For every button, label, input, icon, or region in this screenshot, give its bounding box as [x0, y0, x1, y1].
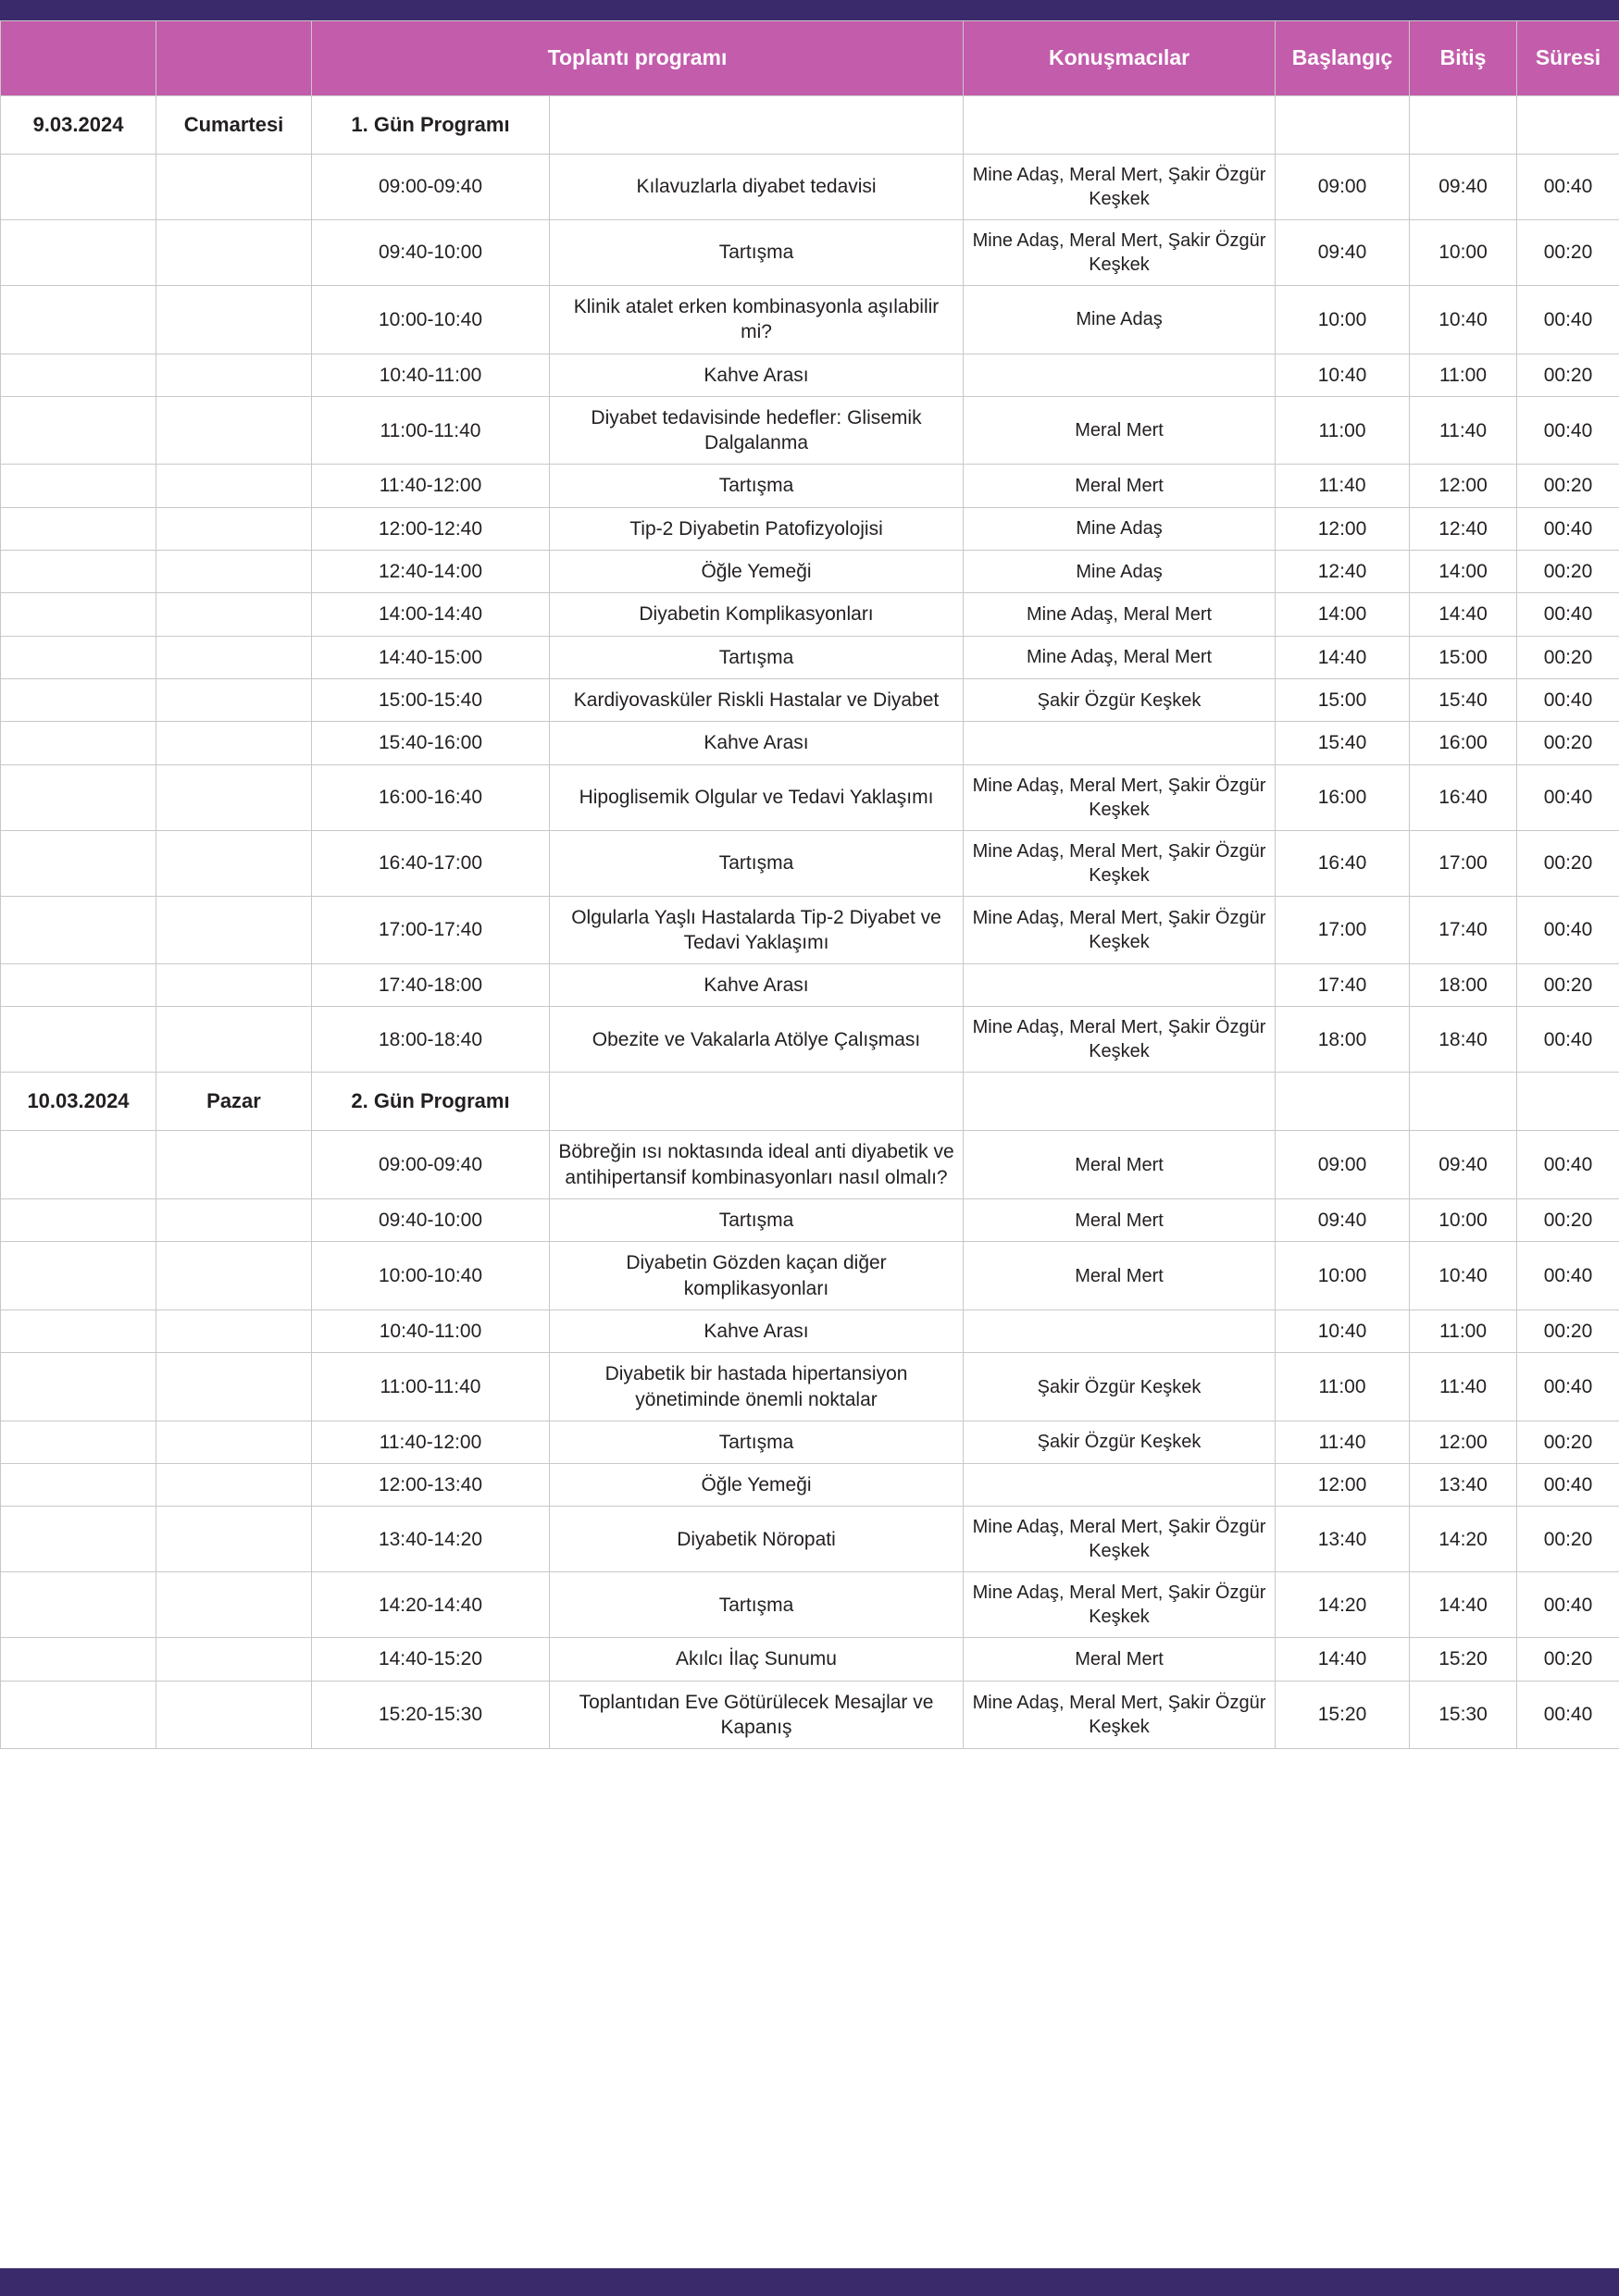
table-row [1, 155, 1619, 220]
cell-start: 10:40 [1276, 1309, 1410, 1352]
cell-time: 15:40-16:00 [312, 722, 550, 764]
table-row [1, 896, 1619, 964]
cell-end: 15:30 [1410, 1681, 1517, 1749]
cell-end: 12:00 [1410, 1421, 1517, 1463]
cell-topic: Tartışma [550, 1421, 964, 1463]
cell-end: 11:00 [1410, 1309, 1517, 1352]
cell-end: 17:40 [1410, 896, 1517, 964]
cell-time: 09:00-09:40 [312, 155, 550, 220]
cell-day [156, 1353, 312, 1421]
table-row [1, 764, 1619, 830]
cell-start: 10:00 [1276, 286, 1410, 354]
cell-speakers: Meral Mert [964, 1199, 1276, 1242]
cell-day: Pazar [156, 1073, 312, 1131]
cell-day [156, 465, 312, 507]
cell-day [156, 286, 312, 354]
cell-day [156, 722, 312, 764]
cell-start: 17:00 [1276, 896, 1410, 964]
cell-end: 12:40 [1410, 507, 1517, 550]
cell-duration: 00:40 [1517, 764, 1619, 830]
cell-date [1, 1572, 156, 1638]
table-row [1, 1681, 1619, 1749]
cell-speakers: Şakir Özgür Keşkek [964, 678, 1276, 721]
cell-topic: Diyabetik bir hastada hipertansiyon yönetiminde önemli noktalar [550, 1353, 964, 1421]
header-program: Toplantı programı [312, 21, 964, 96]
cell-duration: 00:20 [1517, 964, 1619, 1007]
cell-start: 11:40 [1276, 1421, 1410, 1463]
table-row [1, 354, 1619, 396]
cell-time: 2. Gün Programı [312, 1073, 550, 1131]
cell-end: 13:40 [1410, 1464, 1517, 1507]
cell-day [156, 1131, 312, 1199]
cell-duration: 00:40 [1517, 155, 1619, 220]
cell-time: 15:00-15:40 [312, 678, 550, 721]
cell-day [156, 964, 312, 1007]
cell-speakers: Meral Mert [964, 1131, 1276, 1199]
cell-day [156, 155, 312, 220]
cell-day [156, 1242, 312, 1310]
cell-day [156, 507, 312, 550]
cell-duration [1517, 1073, 1619, 1131]
table-row [1, 830, 1619, 896]
cell-start: 14:00 [1276, 593, 1410, 636]
cell-start: 16:40 [1276, 830, 1410, 896]
cell-speakers: Mine Adaş, Meral Mert, Şakir Özgür Keşkek [964, 830, 1276, 896]
table-row [1, 1638, 1619, 1681]
cell-date [1, 1421, 156, 1463]
cell-date [1, 764, 156, 830]
cell-speakers: Mine Adaş, Meral Mert, Şakir Özgür Keşkek [964, 896, 1276, 964]
cell-duration: 00:40 [1517, 1572, 1619, 1638]
cell-time: 1. Gün Programı [312, 96, 550, 155]
table-row [1, 1572, 1619, 1638]
top-decorative-bar [0, 0, 1619, 20]
cell-topic [550, 96, 964, 155]
cell-duration: 00:40 [1517, 1464, 1619, 1507]
cell-speakers: Mine Adaş, Meral Mert, Şakir Özgür Keşkek [964, 220, 1276, 286]
cell-speakers: Mine Adaş [964, 507, 1276, 550]
cell-duration: 00:40 [1517, 1131, 1619, 1199]
cell-start: 12:40 [1276, 551, 1410, 593]
cell-start: 15:40 [1276, 722, 1410, 764]
cell-start [1276, 96, 1410, 155]
cell-time: 12:00-13:40 [312, 1464, 550, 1507]
cell-time: 10:00-10:40 [312, 286, 550, 354]
cell-start: 17:40 [1276, 964, 1410, 1007]
cell-speakers: Mine Adaş [964, 286, 1276, 354]
cell-speakers: Meral Mert [964, 1638, 1276, 1681]
cell-end: 10:40 [1410, 1242, 1517, 1310]
cell-date [1, 465, 156, 507]
cell-topic: Kahve Arası [550, 722, 964, 764]
cell-date [1, 396, 156, 465]
table-row [1, 636, 1619, 678]
cell-duration: 00:20 [1517, 636, 1619, 678]
cell-date [1, 1638, 156, 1681]
cell-start: 18:00 [1276, 1007, 1410, 1073]
table-row [1, 507, 1619, 550]
cell-topic: Diyabetik Nöropati [550, 1507, 964, 1572]
cell-time: 17:40-18:00 [312, 964, 550, 1007]
cell-speakers: Mine Adaş, Meral Mert, Şakir Özgür Keşkek [964, 155, 1276, 220]
cell-end: 14:40 [1410, 593, 1517, 636]
cell-date [1, 1309, 156, 1352]
cell-day [156, 354, 312, 396]
table-row [1, 1421, 1619, 1463]
cell-speakers [964, 96, 1276, 155]
cell-day [156, 1464, 312, 1507]
cell-topic: Öğle Yemeği [550, 1464, 964, 1507]
cell-end: 15:20 [1410, 1638, 1517, 1681]
cell-end [1410, 1073, 1517, 1131]
cell-time: 10:40-11:00 [312, 1309, 550, 1352]
cell-topic [550, 1073, 964, 1131]
header-start: Başlangıç [1276, 21, 1410, 96]
cell-day [156, 1007, 312, 1073]
cell-topic: Kardiyovasküler Riskli Hastalar ve Diyabet [550, 678, 964, 721]
cell-end: 16:40 [1410, 764, 1517, 830]
cell-topic: Diyabetin Gözden kaçan diğer komplikasyonları [550, 1242, 964, 1310]
cell-day [156, 1572, 312, 1638]
cell-time: 11:00-11:40 [312, 396, 550, 465]
cell-duration: 00:20 [1517, 465, 1619, 507]
table-row [1, 1007, 1619, 1073]
cell-topic: Hipoglisemik Olgular ve Tedavi Yaklaşımı [550, 764, 964, 830]
cell-time: 16:40-17:00 [312, 830, 550, 896]
cell-time: 13:40-14:20 [312, 1507, 550, 1572]
cell-duration: 00:20 [1517, 830, 1619, 896]
cell-end: 15:00 [1410, 636, 1517, 678]
cell-day: Cumartesi [156, 96, 312, 155]
cell-duration: 00:40 [1517, 507, 1619, 550]
cell-topic: Tip-2 Diyabetin Patofizyolojisi [550, 507, 964, 550]
cell-time: 10:00-10:40 [312, 1242, 550, 1310]
cell-speakers: Mine Adaş, Meral Mert [964, 593, 1276, 636]
table-row [1, 220, 1619, 286]
cell-duration: 00:40 [1517, 678, 1619, 721]
cell-day [156, 1638, 312, 1681]
cell-day [156, 1681, 312, 1749]
cell-date [1, 722, 156, 764]
cell-time: 11:40-12:00 [312, 1421, 550, 1463]
cell-day [156, 1421, 312, 1463]
cell-topic: Akılcı İlaç Sunumu [550, 1638, 964, 1681]
cell-topic: Tartışma [550, 220, 964, 286]
cell-duration: 00:20 [1517, 220, 1619, 286]
cell-duration: 00:20 [1517, 1638, 1619, 1681]
cell-date [1, 636, 156, 678]
cell-speakers [964, 1309, 1276, 1352]
cell-date [1, 830, 156, 896]
cell-time: 10:40-11:00 [312, 354, 550, 396]
cell-start: 13:40 [1276, 1507, 1410, 1572]
cell-speakers: Mine Adaş, Meral Mert [964, 636, 1276, 678]
cell-date [1, 678, 156, 721]
header-end: Bitiş [1410, 21, 1517, 96]
cell-duration: 00:20 [1517, 1421, 1619, 1463]
cell-start: 15:20 [1276, 1681, 1410, 1749]
cell-start: 09:00 [1276, 155, 1410, 220]
cell-time: 12:00-12:40 [312, 507, 550, 550]
header-row [1, 21, 1619, 96]
cell-date [1, 593, 156, 636]
cell-start: 09:40 [1276, 1199, 1410, 1242]
cell-end: 10:00 [1410, 220, 1517, 286]
table-row [1, 722, 1619, 764]
table-row [1, 1353, 1619, 1421]
cell-speakers: Mine Adaş [964, 551, 1276, 593]
cell-topic: Tartışma [550, 1572, 964, 1638]
cell-time: 14:20-14:40 [312, 1572, 550, 1638]
cell-start: 15:00 [1276, 678, 1410, 721]
cell-speakers [964, 964, 1276, 1007]
cell-end: 12:00 [1410, 465, 1517, 507]
cell-topic: Tartışma [550, 636, 964, 678]
cell-end: 11:00 [1410, 354, 1517, 396]
cell-duration: 00:40 [1517, 1353, 1619, 1421]
cell-end: 18:00 [1410, 964, 1517, 1007]
cell-start: 09:40 [1276, 220, 1410, 286]
cell-end [1410, 96, 1517, 155]
cell-duration: 00:20 [1517, 1507, 1619, 1572]
cell-speakers [964, 354, 1276, 396]
cell-duration: 00:40 [1517, 593, 1619, 636]
cell-speakers: Mine Adaş, Meral Mert, Şakir Özgür Keşkek [964, 1007, 1276, 1073]
header-speakers: Konuşmacılar [964, 21, 1276, 96]
cell-date [1, 1681, 156, 1749]
cell-speakers [964, 722, 1276, 764]
cell-speakers: Mine Adaş, Meral Mert, Şakir Özgür Keşkek [964, 1507, 1276, 1572]
cell-topic: Diyabetin Komplikasyonları [550, 593, 964, 636]
header-date [1, 21, 156, 96]
cell-duration: 00:20 [1517, 722, 1619, 764]
cell-speakers: Mine Adaş, Meral Mert, Şakir Özgür Keşkek [964, 1572, 1276, 1638]
cell-time: 12:40-14:00 [312, 551, 550, 593]
cell-date [1, 551, 156, 593]
table-row [1, 286, 1619, 354]
cell-end: 16:00 [1410, 722, 1517, 764]
cell-day [156, 1199, 312, 1242]
cell-start: 12:00 [1276, 507, 1410, 550]
cell-topic: Tartışma [550, 830, 964, 896]
cell-time: 15:20-15:30 [312, 1681, 550, 1749]
cell-topic: Diyabet tedavisinde hedefler: Glisemik Dalgalanma [550, 396, 964, 465]
table-row [1, 1131, 1619, 1199]
cell-start: 14:40 [1276, 1638, 1410, 1681]
cell-date [1, 896, 156, 964]
cell-day [156, 636, 312, 678]
cell-start: 16:00 [1276, 764, 1410, 830]
table-row [1, 1464, 1619, 1507]
cell-speakers [964, 1464, 1276, 1507]
cell-start: 11:00 [1276, 1353, 1410, 1421]
table-row [1, 593, 1619, 636]
cell-duration [1517, 96, 1619, 155]
cell-start: 10:40 [1276, 354, 1410, 396]
cell-duration: 00:40 [1517, 396, 1619, 465]
table-row [1, 1242, 1619, 1310]
cell-start: 12:00 [1276, 1464, 1410, 1507]
cell-duration: 00:20 [1517, 551, 1619, 593]
cell-date [1, 1242, 156, 1310]
table-row [1, 1309, 1619, 1352]
cell-date [1, 354, 156, 396]
cell-duration: 00:40 [1517, 1681, 1619, 1749]
cell-speakers: Meral Mert [964, 396, 1276, 465]
table-row [1, 1507, 1619, 1572]
header-day [156, 21, 312, 96]
cell-date [1, 286, 156, 354]
cell-date: 9.03.2024 [1, 96, 156, 155]
cell-day [156, 678, 312, 721]
table-row [1, 678, 1619, 721]
cell-date [1, 1507, 156, 1572]
table-header [1, 21, 1619, 96]
cell-topic: Kahve Arası [550, 354, 964, 396]
cell-topic: Tartışma [550, 1199, 964, 1242]
cell-speakers: Meral Mert [964, 1242, 1276, 1310]
cell-day [156, 220, 312, 286]
cell-speakers [964, 1073, 1276, 1131]
cell-duration: 00:40 [1517, 896, 1619, 964]
cell-end: 15:40 [1410, 678, 1517, 721]
cell-end: 11:40 [1410, 396, 1517, 465]
table-body [1, 96, 1619, 1749]
cell-time: 14:00-14:40 [312, 593, 550, 636]
cell-date [1, 964, 156, 1007]
cell-date [1, 1353, 156, 1421]
cell-speakers: Şakir Özgür Keşkek [964, 1421, 1276, 1463]
cell-time: 16:00-16:40 [312, 764, 550, 830]
cell-day [156, 551, 312, 593]
cell-day [156, 764, 312, 830]
cell-duration: 00:40 [1517, 1007, 1619, 1073]
cell-end: 14:20 [1410, 1507, 1517, 1572]
cell-end: 18:40 [1410, 1007, 1517, 1073]
cell-topic: Toplantıdan Eve Götürülecek Mesajlar ve Kapanış [550, 1681, 964, 1749]
cell-topic: Obezite ve Vakalarla Atölye Çalışması [550, 1007, 964, 1073]
cell-start: 10:00 [1276, 1242, 1410, 1310]
cell-speakers: Şakir Özgür Keşkek [964, 1353, 1276, 1421]
header-duration: Süresi [1517, 21, 1619, 96]
cell-start: 14:40 [1276, 636, 1410, 678]
cell-time: 14:40-15:00 [312, 636, 550, 678]
bottom-decorative-bar [0, 2268, 1619, 2296]
cell-day [156, 1309, 312, 1352]
cell-duration: 00:20 [1517, 354, 1619, 396]
cell-topic: Kahve Arası [550, 964, 964, 1007]
cell-time: 09:40-10:00 [312, 1199, 550, 1242]
cell-time: 18:00-18:40 [312, 1007, 550, 1073]
cell-time: 17:00-17:40 [312, 896, 550, 964]
table-row [1, 551, 1619, 593]
cell-day [156, 593, 312, 636]
cell-date [1, 155, 156, 220]
table-row [1, 964, 1619, 1007]
cell-end: 09:40 [1410, 155, 1517, 220]
cell-date [1, 1464, 156, 1507]
table-row [1, 396, 1619, 465]
cell-date [1, 1199, 156, 1242]
cell-topic: Tartışma [550, 465, 964, 507]
cell-day [156, 396, 312, 465]
cell-start: 14:20 [1276, 1572, 1410, 1638]
cell-speakers: Mine Adaş, Meral Mert, Şakir Özgür Keşkek [964, 764, 1276, 830]
cell-end: 14:40 [1410, 1572, 1517, 1638]
cell-end: 17:00 [1410, 830, 1517, 896]
cell-start [1276, 1073, 1410, 1131]
cell-start: 11:40 [1276, 465, 1410, 507]
cell-day [156, 830, 312, 896]
cell-duration: 00:40 [1517, 286, 1619, 354]
cell-topic: Öğle Yemeği [550, 551, 964, 593]
cell-end: 10:00 [1410, 1199, 1517, 1242]
cell-end: 09:40 [1410, 1131, 1517, 1199]
cell-duration: 00:40 [1517, 1242, 1619, 1310]
cell-duration: 00:20 [1517, 1309, 1619, 1352]
cell-end: 14:00 [1410, 551, 1517, 593]
cell-date [1, 220, 156, 286]
cell-end: 11:40 [1410, 1353, 1517, 1421]
cell-time: 11:40-12:00 [312, 465, 550, 507]
cell-date: 10.03.2024 [1, 1073, 156, 1131]
cell-topic: Kılavuzlarla diyabet tedavisi [550, 155, 964, 220]
table-row [1, 1199, 1619, 1242]
day-header-row [1, 1073, 1619, 1131]
cell-date [1, 1131, 156, 1199]
cell-topic: Olgularla Yaşlı Hastalarda Tip-2 Diyabet ve Tedavi Yaklaşımı [550, 896, 964, 964]
cell-day [156, 896, 312, 964]
cell-time: 14:40-15:20 [312, 1638, 550, 1681]
cell-end: 10:40 [1410, 286, 1517, 354]
table-row [1, 465, 1619, 507]
cell-time: 11:00-11:40 [312, 1353, 550, 1421]
cell-duration: 00:20 [1517, 1199, 1619, 1242]
cell-time: 09:00-09:40 [312, 1131, 550, 1199]
cell-start: 09:00 [1276, 1131, 1410, 1199]
cell-speakers: Meral Mert [964, 465, 1276, 507]
cell-day [156, 1507, 312, 1572]
meeting-program-table [0, 20, 1619, 1749]
cell-topic: Klinik atalet erken kombinasyonla aşılabilir mi? [550, 286, 964, 354]
cell-topic: Kahve Arası [550, 1309, 964, 1352]
cell-topic: Böbreğin ısı noktasında ideal anti diyabetik ve antihipertansif kombinasyonları nasıl olmalı? [550, 1131, 964, 1199]
cell-time: 09:40-10:00 [312, 220, 550, 286]
cell-date [1, 507, 156, 550]
cell-date [1, 1007, 156, 1073]
day-header-row [1, 96, 1619, 155]
cell-start: 11:00 [1276, 396, 1410, 465]
cell-speakers: Mine Adaş, Meral Mert, Şakir Özgür Keşkek [964, 1681, 1276, 1749]
